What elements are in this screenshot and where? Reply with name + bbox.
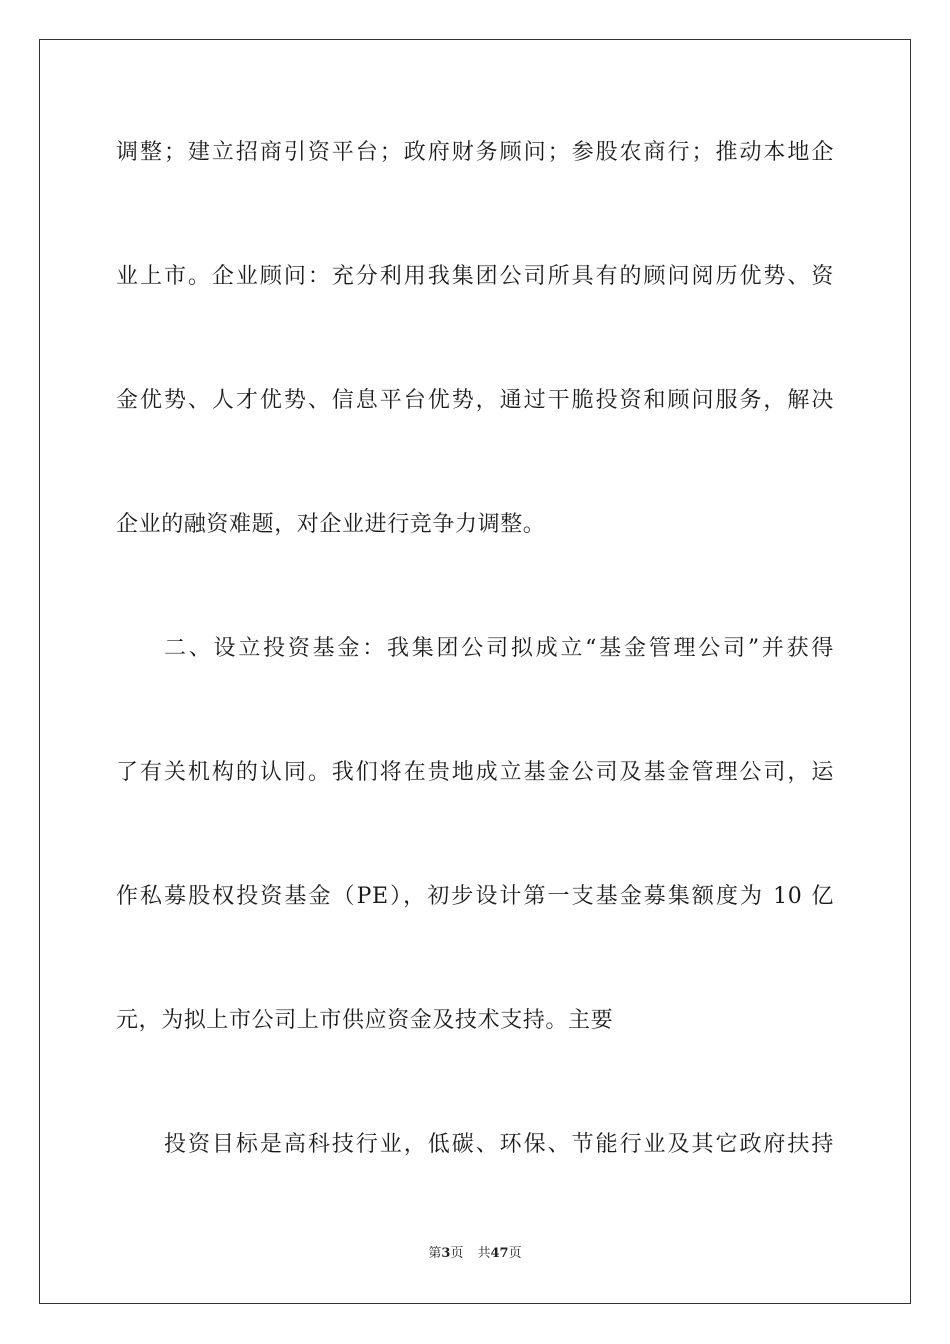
total-suffix: 页 <box>508 1246 522 1261</box>
body-line-9: 投资目标是高科技行业，低碳、环保、节能行业及其它政府扶持 <box>164 1132 834 1157</box>
body-line-8: 元，为拟上市公司上市供应资金及技术支持。主要 <box>116 1008 614 1033</box>
body-line-7: 作私募股权投资基金（PE），初步设计第一支基金募集额度为 10 亿 <box>116 884 834 909</box>
body-line-3: 金优势、人才优势、信息平台优势，通过干脆投资和顾问服务，解决 <box>116 388 834 413</box>
body-line-2: 业上市。企业顾问：充分利用我集团公司所具有的顾问阅历优势、资 <box>116 264 834 289</box>
body-line-4: 企业的融资难题，对企业进行竞争力调整。 <box>116 512 546 537</box>
page-footer <box>0 1246 950 1262</box>
body-line-1: 调整；建立招商引资平台；政府财务顾问；参股农商行；推动本地企 <box>116 140 834 165</box>
page-suffix: 页 <box>450 1246 464 1261</box>
body-line-6: 了有关机构的认同。我们将在贵地成立基金公司及基金管理公司，运 <box>116 760 834 785</box>
page-prefix: 第 <box>428 1246 442 1261</box>
total-pages: 47 <box>490 1246 509 1261</box>
page-border <box>39 39 911 1304</box>
total-prefix: 共 <box>477 1246 491 1261</box>
body-line-5: 二、设立投资基金：我集团公司拟成立“基金管理公司”并获得 <box>164 636 834 661</box>
page-number: 3 <box>441 1246 451 1261</box>
